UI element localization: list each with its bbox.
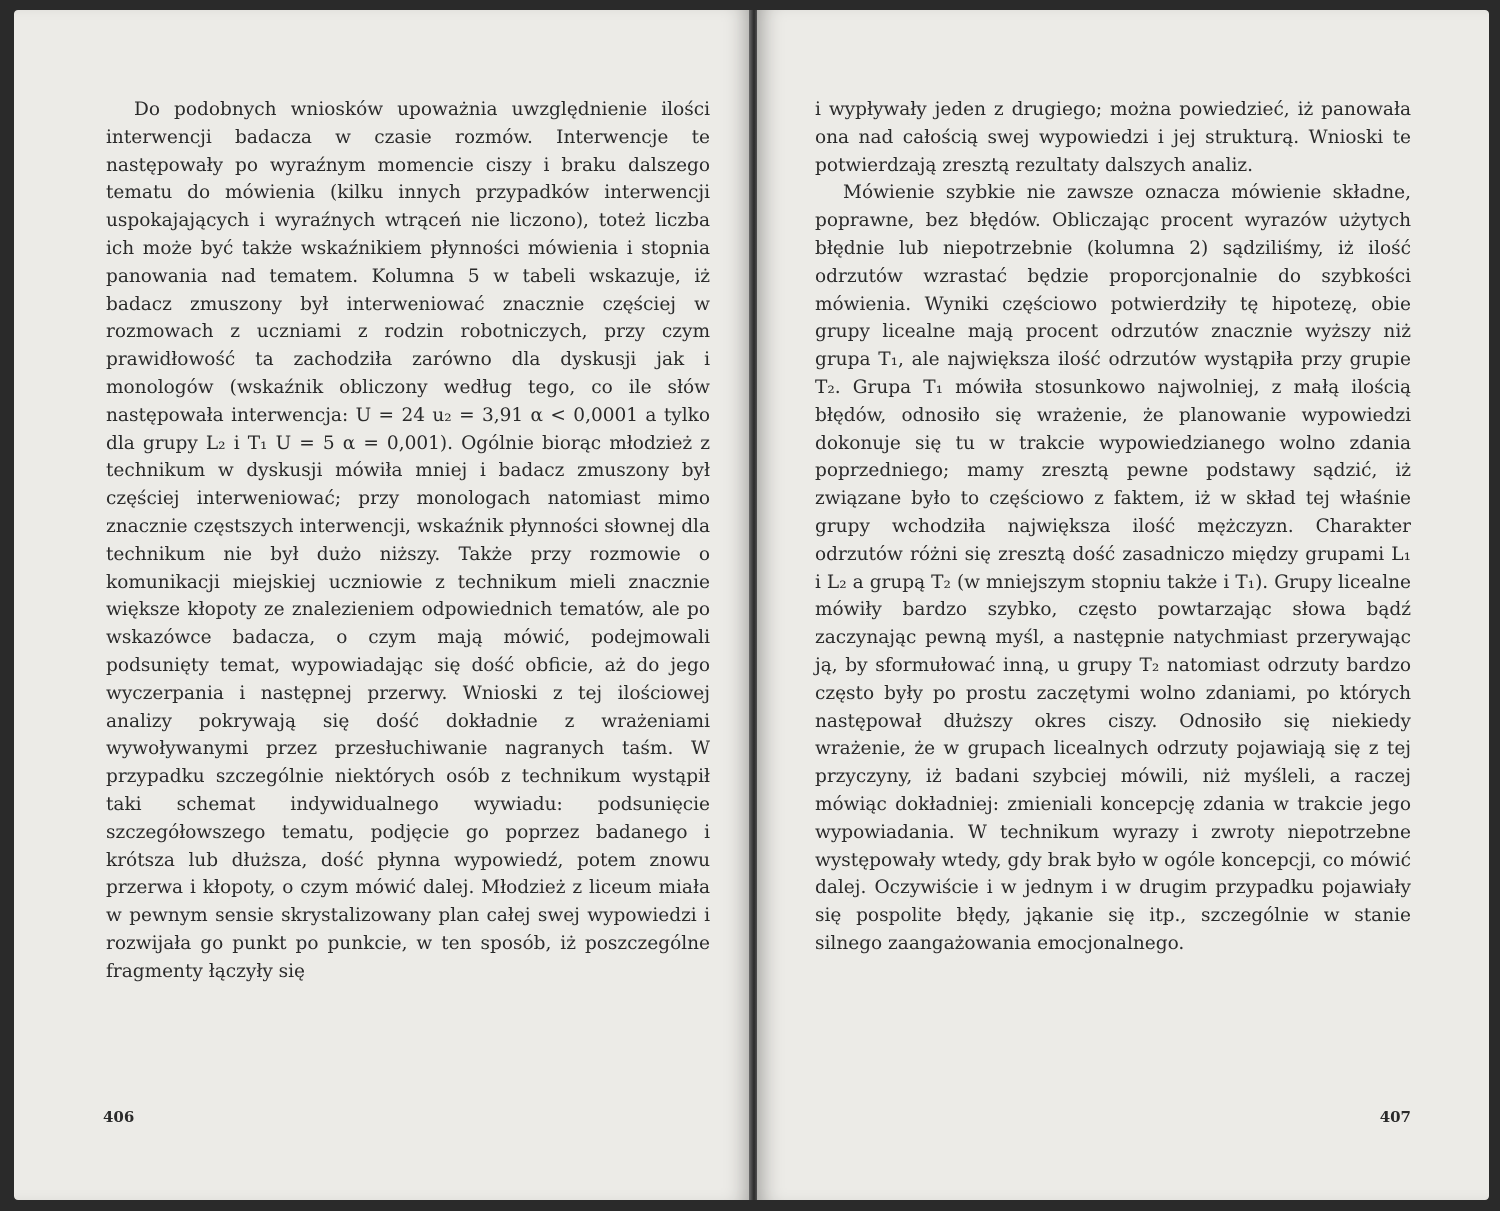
right-paragraph-1: i wypływały jeden z drugiego; można powiedzieć, iż panowała ona nad całością swej wypowiedzi i jej strukturą. Wnioski te potwierdzają zresztą rezultaty dalszych analiz. — [815, 99, 1411, 176]
left-page — [14, 10, 751, 1200]
right-page — [757, 10, 1489, 1200]
right-page-text — [815, 96, 1411, 958]
right-page-number: 407 — [1379, 1108, 1411, 1126]
left-page-number: 406 — [103, 1108, 135, 1126]
right-paragraph-2: Mówienie szybkie nie zawsze oznacza mówienie składne, poprawne, bez błędów. Obliczając procent wyrazów użytych błędnie lub niepotrzebnie (kolumna 2) sądziliśmy, iż ilość odrzutów wzrastać będzie proporcjonalnie do szybkości mówienia. Wyniki częściowo potwierdziły tę hipotezę, obie grupy licealne mają procent odrzutów znacznie wyższy niż grupa T₁, ale największa ilość odrzutów wystąpiła przy grupie T₂. Grupa T₁ mówiła stosunkowo najwolniej, z małą ilością błędów, odnosiło się wrażenie, że planowanie wypowiedzi dokonuje się tu w trakcie wypowiedzianego wolno zdania poprzedniego; mamy zresztą pewne podstawy sądzić, iż związane było to częściowo z faktem, iż w skład tej właśnie grupy wchodziła największa ilość mężczyzn. Charakter odrzutów różni się zresztą dość zasadniczo między grupami L₁ i L₂ a grupą T₂ (w mniejszym stopniu także i T₁). Grupy licealne mówiły bardzo szybko, często powtarzając słowa bądź zaczynając pewną myśl, a następnie natychmiast przerywając ją, by sformułować inną, u grupy T₂ natomiast odrzuty bardzo często były po prostu zaczętymi wolno zdaniami, po których następował dłuższy okres ciszy. Odnosiło się niekiedy wrażenie, że w grupach licealnych odrzuty pojawiają się z tej przyczyny, iż badani szybciej mówili, niż myśleli, a raczej mówiąc dokładniej: zmieniali koncepcję zdania w trakcie jego wypowiadania. W technikum wyrazy i zwroty niepotrzebne występowały wtedy, gdy brak było w ogóle koncepcji, co mówić dalej. Oczywiście i w jednym i w drugim przypadku pojawiały się pospolite błędy, jąkanie się itp., szczególnie w stanie silnego zaangażowania emocjonalnego. — [815, 182, 1411, 954]
left-paragraph-1: Do podobnych wniosków upoważnia uwzględnienie ilości interwencji badacza w czasie rozmów. Interwencje te następowały po wyraźnym momencie ciszy i braku dalszego tematu do mówienia (kilku innych przypadków interwencji uspokajających i wyraźnych wtrąceń nie liczono), toteż liczba ich może być także wskaźnikiem płynności mówienia i stopnia panowania nad tematem. Kolumna 5 w tabeli wskazuje, iż badacz zmuszony był interweniować znacznie częściej w rozmowach z uczniami z rodzin robotniczych, przy czym prawidłowość ta zachodziła zarówno dla dyskusji jak i monologów (wskaźnik obliczony według tego, co ile słów następowała interwencja: U = 24 u₂ = 3,91 α < 0,0001 a tylko dla grupy L₂ i T₁ U = 5 α = 0,001). Ogólnie biorąc młodzież z technikum w dyskusji mówiła mniej i badacz zmuszony był częściej interweniować; przy monologach natomiast mimo znacznie częstszych interwencji, wskaźnik płynności słownej dla technikum nie był dużo niższy. Także przy rozmowie o komunikacji miejskiej uczniowie z technikum mieli znacznie większe kłopoty ze znalezieniem odpowiednich tematów, ale po wskazówce badacza, o czym mają mówić, podejmowali podsunięty temat, wypowiadając się dość obficie, aż do jego wyczerpania i następnej przerwy. Wnioski z tej ilościowej analizy pokrywają się dość dokładnie z wrażeniami wywoływanymi przez przesłuchiwanie nagranych taśm. W przypadku szczególnie niektórych osób z technikum wystąpił taki schemat indywidualnego wywiadu: podsunięcie szczegółowszego tematu, podjęcie go poprzez badanego i krótsza lub dłuższa, dość płynna wypowiedź, potem znowu przerwa i kłopoty, o czym mówić dalej. Młodzież z liceum miała w pewnym sensie skrystalizowany plan całej swej wypowiedzi i rozwijała go punkt po punkcie, w ten sposób, iż poszczególne fragmenty łączyły się — [106, 99, 710, 982]
left-page-text — [106, 96, 710, 986]
